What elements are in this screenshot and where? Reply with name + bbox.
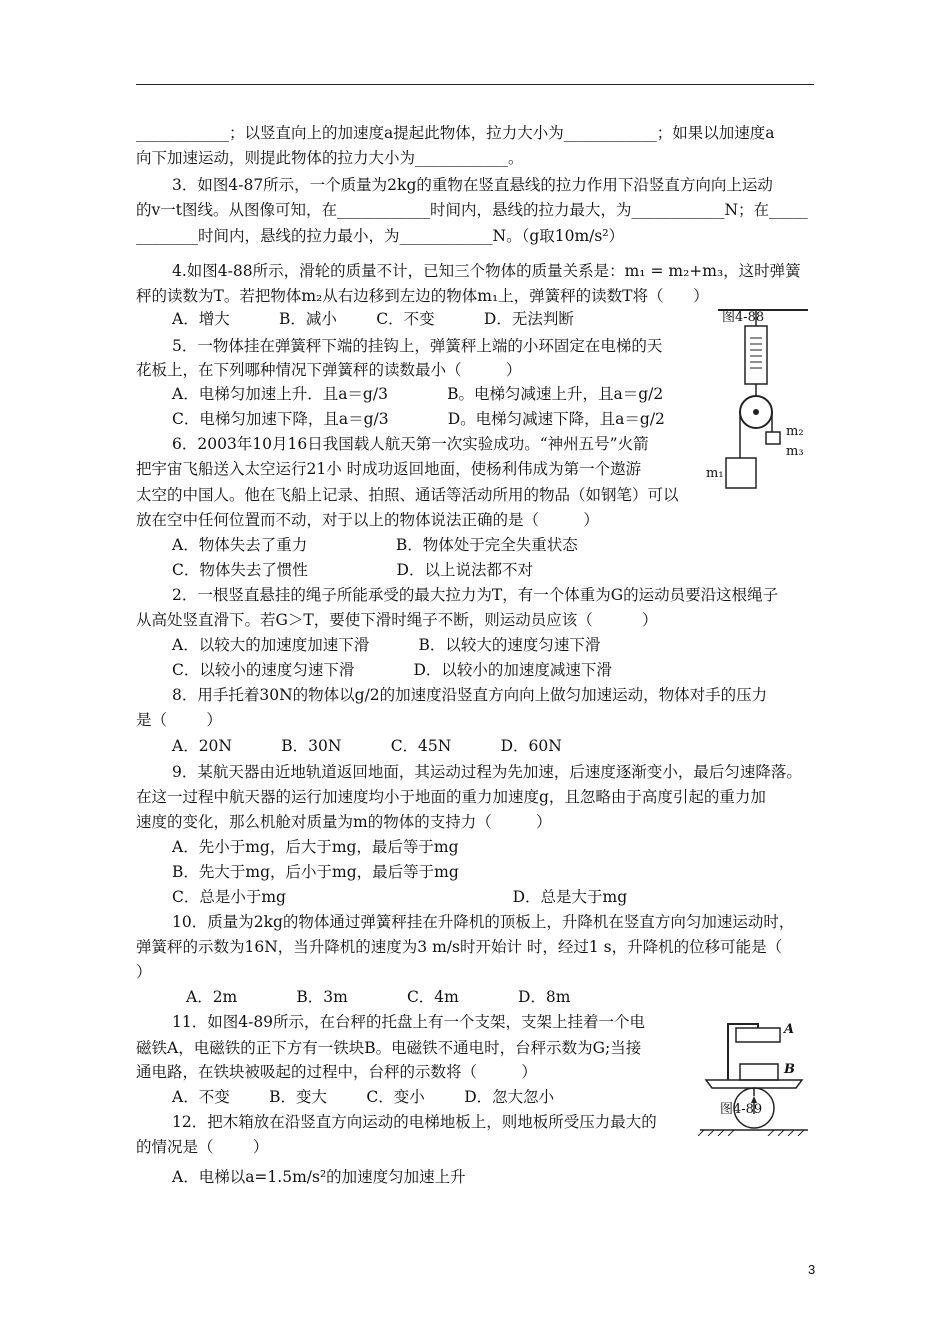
text-line: 磁铁A，电磁铁的正下方有一铁块B。电磁铁不通电时，台秤示数为G;当接: [136, 1039, 642, 1057]
text-line: 从高处竖直滑下。若G＞T，要使下滑时绳子不断，则运动员应该（ ）: [136, 611, 658, 629]
text-line: ________时间内，悬线的拉力最小，为____________N。（g取10m/s²）: [136, 227, 625, 245]
text-line: 9．某航天器由近地轨道返回地面，其运动过程为先加速，后速度逐渐变小，最后匀速降落。: [172, 763, 802, 781]
text-line: 11．如图4-89所示，在台秤的托盘上有一个支架，支架上挂着一个电: [172, 1013, 646, 1031]
text-line: 太空的中国人。他在飞船上记录、拍照、通话等活动所用的物品（如钢笔）可以: [136, 486, 679, 504]
text-line: C．以较小的速度匀速下滑 D．以较小的加速度减速下滑: [172, 661, 612, 679]
text-line: A．电梯匀加速上升．且a＝g/3 B。电梯匀减速上升，且a＝g/2: [172, 385, 664, 403]
text-line: 在这一过程中航天器的运行加速度均小于地面的重力加速度g，且忽略由于高度引起的重力加: [136, 788, 766, 806]
text-line: 10．质量为2kg的物体通过弹簧秤挂在升降机的顶板上，升降机在竖直方向匀加速运动时，: [172, 913, 795, 931]
text-line: A．电梯以a=1.5m/s²的加速度匀加速上升: [172, 1168, 466, 1186]
text-line: 8．用手托着30N的物体以g/2的加速度沿竖直方向向上做匀加速运动，物体对手的压力: [172, 686, 768, 704]
fig89-caption: 图4-89: [720, 1102, 763, 1117]
text-line: 的情况是（ ）: [136, 1138, 269, 1156]
text-line: C．物体失去了惯性 D．以上说法都不对: [172, 561, 533, 579]
text-line: A．不变 B．变大 C．变小 D．忽大忽小: [172, 1088, 555, 1106]
fig88-caption: 图4-88: [722, 310, 765, 325]
text-line: 把宇宙飞船送入太空运行21小 时成功返回地面，使杨利伟成为第一个遨游: [136, 460, 642, 478]
header-rule: [136, 84, 814, 85]
text-line: 花板上，在下列哪种情况下弹簧秤的读数最小（ ）: [136, 361, 522, 379]
text-line: 向下加速运动，则提此物体的拉力大小为____________。: [136, 149, 524, 167]
figure-4-89: [696, 1014, 812, 1136]
text-line: ____________；以竖直向上的加速度a提起此物体，拉力大小为____________；如果以加速度a: [136, 124, 775, 142]
fig89-B-label: B: [784, 1062, 795, 1077]
text-line: 6．2003年10月16日我国载人航天第一次实验成功。“神州五号”火箭: [172, 435, 649, 453]
text-line: A．先小于mg，后大于mg，最后等于mg: [172, 838, 459, 856]
text-line: 是（ ）: [136, 711, 222, 729]
text-line: 3．如图4-87所示，一个质量为2kg的重物在竖直悬线的拉力作用下沿竖直方向向上运动: [172, 176, 773, 194]
text-line: ）: [136, 963, 152, 981]
text-line: A．增大 B．减小 C．不变 D．无法判断: [172, 310, 574, 328]
text-line: 12．把木箱放在沿竖直方向运动的电梯地板上，则地板所受压力最大的: [172, 1113, 657, 1131]
text-line: 5．一物体挂在弹簧秤下端的挂钩上，弹簧秤上端的小环固定在电梯的天: [172, 337, 663, 355]
page-number: 3: [808, 1262, 816, 1277]
figure-4-88: [708, 304, 818, 504]
text-line: A．物体失去了重力 B．物体处于完全失重状态: [172, 536, 578, 554]
text-line: 速度的变化，那么机舱对质量为m的物体的支持力（ ）: [136, 813, 552, 831]
text-line: 2．一根竖直悬挂的绳子所能承受的最大拉力为T，有一个体重为G的运动员要沿这根绳子: [172, 586, 779, 604]
text-line: 秤的读数为T。若把物体m₂从右边移到左边的物体m₁上，弹簧秤的读数T将（ ）: [136, 287, 709, 305]
text-line: A．以较大的加速度加速下滑 B．以较大的速度匀速下滑: [172, 636, 601, 654]
text-line: A．2m B．3m C．4m D．8m: [186, 988, 571, 1006]
text-line: B．先大于mg，后小于mg，最后等于mg: [172, 863, 459, 881]
fig88-m1-label: m₁: [706, 466, 724, 481]
fig88-m3-label: m₃: [786, 444, 804, 459]
text-line: 放在空中任何位置而不动，对于以上的物体说法正确的是（ ）: [136, 511, 599, 529]
text-line: C．电梯匀加速下降，且a＝g/3 D。电梯匀减速下降，且a＝g/2: [172, 410, 665, 428]
text-line: A．20N B．30N C．45N D．60N: [172, 737, 562, 755]
pulley-diagram: [708, 304, 818, 504]
fig88-m2-label: m₂: [786, 424, 804, 439]
text-line: C．总是小于mg D．总是大于mg: [172, 888, 628, 906]
text-line: 弹簧秤的示数为16N，当升降机的速度为3 m/s时开始计 时，经过1 s，升降机的位移可能是（: [136, 938, 783, 956]
text-line: 4.如图4-88所示，滑轮的质量不计，已知三个物体的质量关系是：m₁ = m₂+m₃，这时弹簧: [172, 262, 801, 280]
text-line: 通电路，在铁块被吸起的过程中，台秤的示数将（ ）: [136, 1063, 537, 1081]
fig89-A-label: A: [784, 1022, 795, 1037]
text-line: 的v一t图线。从图像可知，在____________时间内，悬线的拉力最大，为____________N；在_____: [136, 201, 808, 219]
